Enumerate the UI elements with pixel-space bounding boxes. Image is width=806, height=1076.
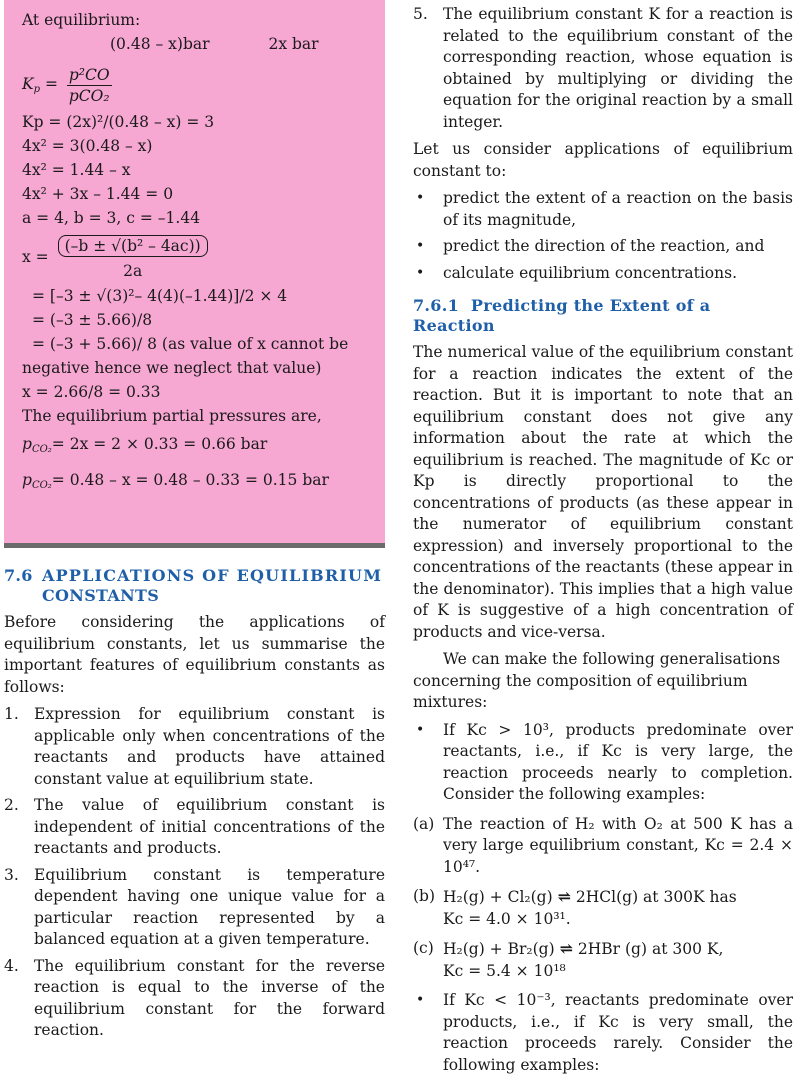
applications-intro: Let us consider applications of equilibrium constant to: [413,140,793,180]
subsection-number: 7.6.1 [413,296,460,315]
p-symbol: p [22,435,32,453]
feature-5: 5. The equilibrium constant K for a reaction is related to the equilibrium constant of the corresponding reaction, whose equation is obtained by multiplying or dividing the equation for the original reaction by a small integer. [413,5,793,131]
x-lhs: x = [22,248,49,266]
p-subscript: CO₂ [31,444,52,455]
extent-paragraph: The numerical value of the equilibrium constant for a reaction indicates the extent of the reaction. But it is important to note that an equilibrium constant does not give any information about the rate at which the equilibrium is reached. The magnitude of Kc or Kp is directly proportional to the concentrations of products (as these appear in the numerator of equilibrium constant expression) and inversely proportional to the concentrations of the reactants (these appear in the denominator). This implies that a high value of K is suggestive of a high concentration of products and vice-versa. [413,343,793,641]
kp-numerator: p²CO [68,65,110,84]
partials-intro: The equilibrium partial pressures are, [22,407,322,425]
p-co2-line-b [22,468,385,498]
step-2: 4x² = 3(0.48 – x) [22,137,153,155]
application-3: • calculate equilibrium concentrations. [416,263,738,282]
step-1: Kp = (2x)²/(0.48 – x) = 3 [22,113,215,131]
at-equilibrium-label: At equilibrium: [22,11,141,29]
section-title-line2: CONSTANTS [42,586,160,605]
application-2: • predict the direction of the reaction, and [416,237,765,255]
substep-1: = [–3 ± √(3)²– 4(4)(–1.44)]/2 × 4 [32,287,288,305]
equilibrium-partials-row [22,32,385,56]
kp-expression: $K_p$ = $\frac{\text{p²CO}}{\text{pCO₂}}$ [22,65,110,105]
equilibrium-arrow-icon: ⇌ [557,887,571,906]
section-number: 7.6 [4,566,33,585]
section-intro: Before considering the applications of equilibrium constants, let us summarise the important features of equilibrium constants as follows: [4,613,385,696]
kp-denominator: pCO₂ [68,86,110,105]
quadratic-formula [22,230,385,284]
kp-fraction [67,65,112,106]
right-column [413,0,793,1076]
partial-co2: (0.48 – x)bar [110,35,210,53]
p-co2-value-a: = 2x = 2 × 0.33 = 0.66 bar [51,435,268,453]
step-4: 4x² + 3x – 1.44 = 0 [22,185,174,203]
equilibrium-arrow-icon: ⇌ [559,939,573,958]
subsection-title: Predicting the Extent of a Reaction [413,296,711,335]
p-co2-value-b: = 0.48 – x = 0.48 – 0.33 = 0.15 bar [51,471,329,489]
substep-2: = (–3 ± 5.66)/8 [32,311,153,329]
substep-3: = (–3 + 5.66)/ 8 (as value of x cannot be negative hence we neglect that value) [22,335,349,377]
kp-symbol: K [22,75,34,93]
kp-subscript: p [33,84,40,95]
generalisations-paragraph: We can make the following generalisations concerning the composition of equilibrium mixtures: [413,650,781,711]
p-symbol: p [22,471,32,489]
example-c: (c) H₂(g) + Br₂(g) ⇌ 2HBr (g) at 300 K, Kc = 5.4 × 10¹⁸ [413,939,724,980]
example-a: (a) The reaction of H₂ with O₂ at 500 K has a very large equilibrium constant, Kc = 2.4 × 10⁴⁷. [413,814,793,876]
section-7-6-1-heading [413,296,793,336]
quadratic-numerator: (–b ± √(b² – 4ac)) [58,235,208,257]
left-column [4,0,385,1042]
step-5: a = 4, b = 3, c = –1.44 [22,209,201,227]
example-b: (b) H₂(g) + Cl₂(g) ⇌ 2HCl(g) at 300K has Kc = 4.0 × 10³¹. [413,887,737,928]
quadratic-denominator: 2a [123,262,143,280]
feature-3: 3. Equilibrium constant is temperature dependent having one unique value for a particular reaction represented by a balanced equation at a given temperature. [4,865,385,948]
feature-4: 4. The equilibrium constant for the reverse reaction is equal to the inverse of the equilibrium constant for the forward reaction. [4,956,385,1039]
worked-example-box [4,0,385,548]
x-value: x = 2.66/8 = 0.33 [22,383,161,401]
section-7-6-heading [4,566,385,606]
section-title-line1: APPLICATIONS OF EQUILIBRIUM [42,566,383,585]
step-3: 4x² = 1.44 – x [22,161,131,179]
bullet-small-k: • If Kc < 10⁻³, reactants predominate over products, i.e., if Kc is very small, the reaction proceeds rarely. Consider the following examples: [416,991,793,1074]
bullet-large-k: • If Kc > 10³, products predominate over reactants, i.e., if Kc is very large, the reaction proceeds nearly to completion. Consider the following examples: [416,720,793,803]
p-subscript: CO₂ [31,480,52,491]
feature-1: 1. Expression for equilibrium constant is applicable only when concentrations of the reactants and products have attained constant value at equilibrium state. [4,705,385,788]
partial-co: 2x bar [268,35,319,53]
quadratic-fraction [58,235,208,281]
feature-2: 2. The value of equilibrium constant is independent of initial concentrations of the reactants and products. [4,796,385,857]
application-1: • predict the extent of a reaction on the basis of its magnitude, [416,189,793,229]
p-co2-line-a [22,432,385,462]
